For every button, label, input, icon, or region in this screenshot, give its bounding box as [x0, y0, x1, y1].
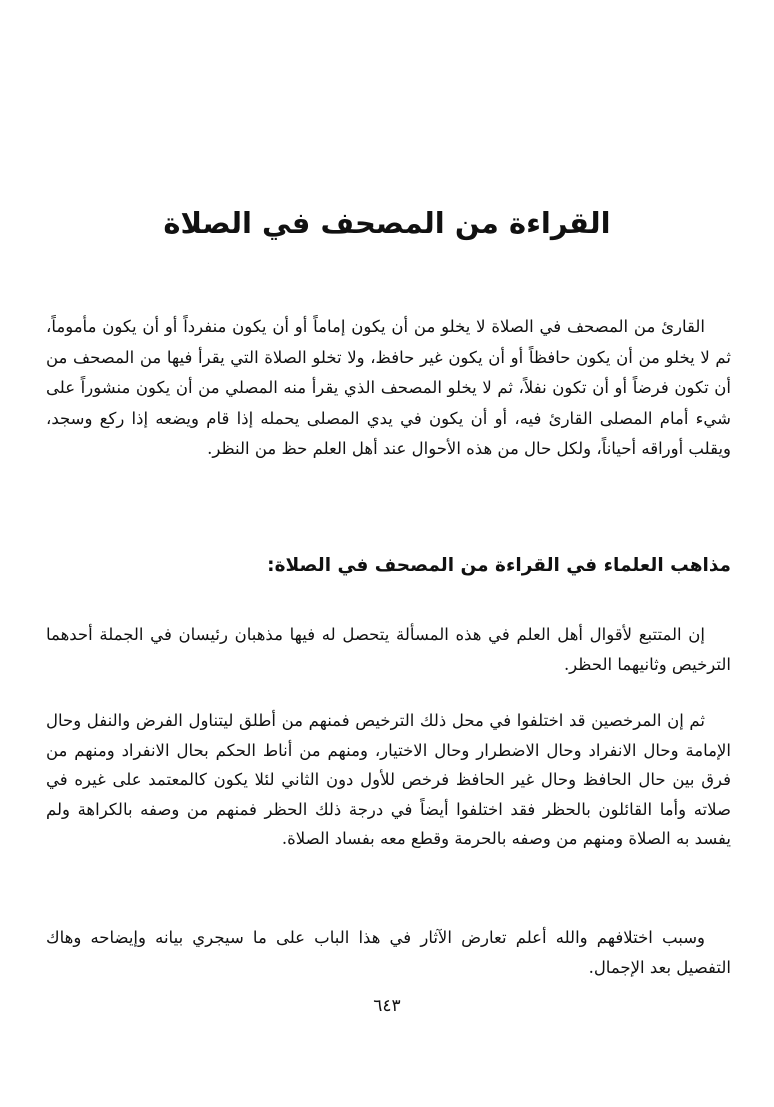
paragraph-two-schools: إن المتتبع لأقوال أهل العلم في هذه المسألة يتحصل له فيها مذهبان رئيسان في الجملة أحدهما الترخيص وثانيهما الحظر.	[46, 625, 731, 674]
paragraph-intro: القارئ من المصحف في الصلاة لا يخلو من أن يكون إماماً أو أن يكون منفرداً أو أن يكون مأموماً، ثم لا يخلو من أن يكون حافظاً أو أن يكون غير حافظ، ولا تخلو الصلاة التي يقرأ فيها من المصحف من أن تكون فرضاً أو أن تكون نفلاً، ثم لا يخلو المصحف الذي يقرأ منه المصلي من أن يكون منشوراً على شيء أمام المصلى القارئ فيه، أو أن يكون في يدي المصلى يحمله إذا قام ويضعه إذا ركع وسجد، ويقلب أوراقه أحياناً، ولكل حال من هذه الأحوال عند أهل العلم حظ من النظر.	[46, 317, 731, 458]
page-title: القراءة من المصحف في الصلاة	[163, 206, 611, 240]
page-number: ٦٤٣	[373, 996, 401, 1016]
paragraph-permitters: ثم إن المرخصين قد اختلفوا في محل ذلك الترخيص فمنهم من أطلق ليتناول الفرض والنفل وحال الإمامة وحال الانفراد وحال الاضطرار وحال الاختيار، ومنهم من أناط الحكم بحال الانفراد ومنهم من فرق بين حال الحافظ وحال غير الحافظ فرخص للأول دون الثاني لئلا يكون كالمعتمد على غيره في صلاته وأما القائلون بالحظر فقد اختلفوا أيضاً في درجة ذلك الحظر فمنهم من وصفه بالكراهة ولم يفسد به الصلاة ومنهم من وصفه بالحرمة وقطع معه بفساد الصلاة.	[46, 711, 731, 848]
paragraph-cause: وسبب اختلافهم والله أعلم تعارض الآثار في هذا الباب على ما سيجري بيانه وإيضاحه وهاك التفصيل بعد الإجمال.	[46, 928, 731, 977]
section-heading: مذاهب العلماء في القراءة من المصحف في الصلاة:	[267, 555, 731, 576]
